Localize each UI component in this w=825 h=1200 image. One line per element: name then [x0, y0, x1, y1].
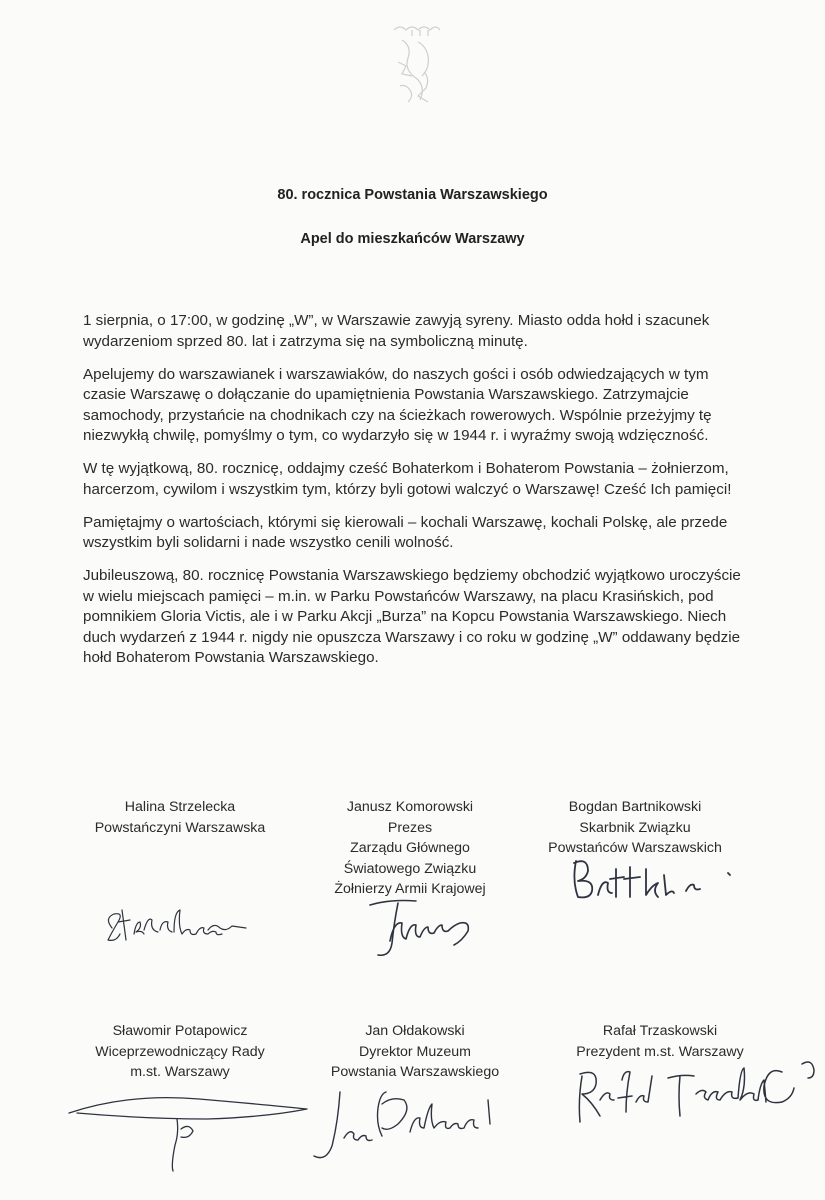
- paragraph: W tę wyjątkową, 80. rocznicę, oddajmy cześć Bohaterkom i Bohaterom Powstania – żołnierzom, harcerzom, cywilom i wszystkim tym, którzy byli gotowi walczyć o Warszawę! Cześć Ich pamięci!: [83, 460, 732, 498]
- signatory-role: Powstania Warszawskiego: [330, 1064, 500, 1080]
- signatory-name: Sławomir Potapowicz: [112, 1023, 248, 1039]
- document-title: 80. rocznica Powstania Warszawskiego: [277, 187, 548, 203]
- signature-bartnikowski: [568, 855, 738, 905]
- signatory-role: Zarządu Głównego: [350, 840, 470, 856]
- signatory-bartnikowski: [520, 797, 750, 859]
- signature-oldakowski: [310, 1082, 530, 1172]
- signatory-komorowski: [310, 797, 510, 900]
- signatory-name: Bogdan Bartnikowski: [568, 799, 702, 815]
- signatory-strzelecka: [75, 797, 285, 838]
- body-text: [83, 311, 748, 681]
- paragraph: Jubileuszową, 80. rocznicę Powstania Warszawskiego będziemy obchodzić wyjątkowo uroczyście w wielu miejscach pamięci – m.in. w Parku Powstańców Warszawy, na placu Krasińskich, pod pomnikiem Gloria Victis, ale i w Parku Akcji „Burza” na Kopcu Powstania Warszawskiego. Niech duch wydarzeń z 1944 r. nigdy nie opuszcza Warszawy i co roku w godzinę „W” oddawany będzie hołd Bohaterom Powstania Warszawskiego.: [83, 567, 741, 666]
- signatory-role: Powstańczyni Warszawska: [94, 819, 266, 836]
- signatory-role: Prezes: [387, 819, 433, 836]
- signatory-role: Dyrektor Muzeum: [359, 1043, 471, 1060]
- signatory-role: m.st. Warszawy: [130, 1064, 230, 1080]
- signatory-role: Skarbnik Związku: [579, 819, 691, 836]
- signature-trzaskowski: [570, 1050, 825, 1140]
- document-subtitle: Apel do mieszkańców Warszawy: [300, 231, 525, 247]
- paragraph: Apelujemy do warszawianek i warszawiaków, do naszych gości i osób odwiedzających w tym czasie Warszawę o dołączanie do upamiętnienia Powstania Warszawskiego. Zatrzymajcie samochody, przystańcie na chodnikach czy na ścieżkach rowerowych. Wspólnie przeżyjmy tę niezwykłą chwilę, pomyślmy o tym, co wydarzyło się w 1944 r. i wyraźmy swoją wdzięczność.: [83, 365, 712, 444]
- signatory-role: Powstańców Warszawskich: [548, 840, 722, 856]
- paragraph: Pamiętajmy o wartościach, którymi się kierowali – kochali Warszawę, kochali Polskę, ale przede wszystkim byli solidarni i nade wszystko cenili wolność.: [83, 513, 728, 551]
- emblem-watermark: [388, 22, 444, 114]
- signatory-role: Żołnierzy Armii Krajowej: [334, 881, 486, 897]
- signature-potapowicz: [65, 1085, 315, 1175]
- paragraph: 1 sierpnia, o 17:00, w godzinę „W”, w Warszawie zawyją syreny. Miasto odda hołd i szacunek wydarzeniom sprzed 80. lat i zatrzyma się na symboliczną minutę.: [83, 312, 710, 350]
- signatory-role: Światowego Związku: [343, 860, 477, 877]
- signatory-role: Wiceprzewodniczący Rady: [95, 1043, 265, 1060]
- signatory-oldakowski: [310, 1021, 520, 1083]
- signatory-potapowicz: [75, 1021, 285, 1083]
- signatory-role: Prezydent m.st. Warszawy: [576, 1043, 744, 1060]
- signatory-name: Halina Strzelecka: [124, 799, 236, 815]
- signature-komorowski: [368, 895, 508, 965]
- signatory-name: Jan Ołdakowski: [365, 1023, 465, 1039]
- signatory-name: Janusz Komorowski: [346, 799, 474, 815]
- signatory-name: Rafał Trzaskowski: [602, 1023, 718, 1039]
- signature-strzelecka: [100, 900, 260, 950]
